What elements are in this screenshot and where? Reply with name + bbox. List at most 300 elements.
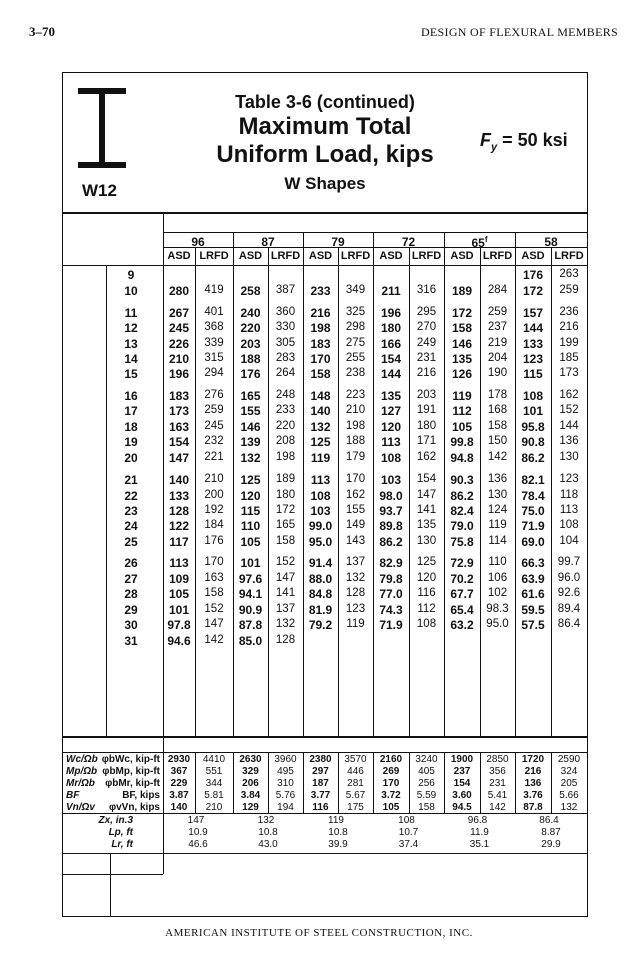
- span-value: 22: [124, 489, 138, 503]
- load-cell: 113: [169, 556, 189, 570]
- load-cell: 123: [345, 603, 366, 615]
- load-cell: 125: [416, 556, 437, 568]
- load-cell: 330: [275, 321, 296, 333]
- prop-label-lrfd: φvVn, kips: [108, 802, 160, 813]
- prop-cell: 3.77: [310, 790, 331, 801]
- load-cell: 305: [275, 337, 296, 349]
- load-cell: 219: [487, 337, 508, 349]
- load-cell: 176: [522, 268, 544, 282]
- load-cell: 168: [487, 404, 508, 416]
- load-cell: 162: [559, 389, 579, 401]
- prop-label-asd: Vn/Ωv: [66, 802, 95, 813]
- load-cell: 188: [240, 352, 261, 366]
- load-cell: 349: [345, 284, 366, 296]
- load-cell: 87.8: [238, 618, 263, 632]
- load-cell: 172: [451, 306, 473, 320]
- prop-cell: 446: [347, 766, 364, 777]
- load-cell: 99.0: [308, 519, 333, 533]
- prop-label-asd: BF: [66, 790, 80, 801]
- asd-col-header: ASD: [308, 250, 333, 262]
- load-cell: 170: [345, 473, 366, 485]
- prop-cell: 170: [382, 778, 400, 789]
- load-cell: 113: [310, 473, 331, 487]
- load-cell: 108: [380, 451, 402, 465]
- load-cell: 180: [275, 489, 296, 501]
- geo-cell: 132: [257, 815, 275, 826]
- shape-weight-72: 72: [401, 235, 416, 249]
- geo-label: Zx, in.3: [98, 815, 133, 826]
- span-value: 23: [124, 504, 138, 518]
- load-cell: 189: [451, 284, 473, 298]
- load-cell: 105: [451, 420, 473, 434]
- load-cell: 258: [240, 284, 261, 298]
- load-cell: 210: [345, 404, 366, 416]
- load-cell: 118: [559, 489, 579, 501]
- load-cell: 172: [522, 284, 544, 298]
- prop-cell: 136: [524, 778, 542, 789]
- load-cell: 133: [522, 337, 544, 351]
- load-cell: 84.8: [308, 587, 333, 601]
- load-cell: 86.2: [521, 451, 545, 465]
- geo-cell: 147: [187, 815, 205, 826]
- prop-cell: 3.87: [169, 790, 189, 801]
- load-cell: 95.0: [308, 535, 333, 549]
- load-cell: 115: [240, 504, 261, 518]
- load-cell: 82.1: [521, 473, 545, 487]
- load-cell: 79.8: [379, 572, 403, 586]
- load-cell: 173: [168, 404, 190, 418]
- span-value: 11: [124, 306, 138, 320]
- load-cell: 120: [240, 489, 261, 503]
- load-cell: 166: [380, 337, 402, 351]
- publisher-footer: AMERICAN INSTITUTE OF STEEL CONSTRUCTION, INC.: [165, 927, 473, 939]
- load-cell: 106: [487, 572, 508, 584]
- load-cell: 294: [204, 367, 224, 379]
- load-cell: 401: [204, 306, 224, 318]
- prop-cell: 187: [312, 778, 329, 789]
- load-cell: 137: [275, 603, 296, 615]
- load-cell: 419: [204, 284, 224, 296]
- load-cell: 119: [346, 618, 365, 630]
- load-cell: 136: [487, 473, 508, 485]
- load-cell: 264: [275, 367, 296, 379]
- load-cell: 360: [275, 306, 296, 318]
- rule-line: [62, 853, 587, 854]
- load-cell: 101: [168, 603, 190, 617]
- load-cell: 91.4: [308, 556, 333, 570]
- load-cell: 237: [487, 321, 508, 333]
- load-cell: 189: [275, 473, 296, 485]
- span-value: 24: [124, 519, 138, 533]
- i-beam-icon: [70, 86, 134, 170]
- load-cell: 315: [204, 352, 224, 364]
- load-cell: 179: [345, 451, 366, 463]
- load-cell: 72.9: [450, 556, 474, 570]
- prop-label-lrfd: φbWc, kip-ft: [101, 754, 160, 765]
- load-cell: 188: [345, 435, 366, 447]
- shape-badge: W12: [82, 181, 117, 200]
- load-cell: 180: [380, 321, 402, 335]
- load-cell: 71.9: [521, 519, 545, 533]
- load-cell: 180: [416, 420, 437, 432]
- load-cell: 216: [310, 306, 331, 320]
- prop-cell: 1900: [450, 754, 474, 765]
- prop-cell: 94.5: [452, 802, 472, 813]
- prop-cell: 231: [489, 778, 506, 789]
- load-cell: 221: [204, 451, 224, 463]
- load-cell: 196: [168, 367, 190, 381]
- load-cell: 176: [240, 367, 261, 381]
- load-cell: 170: [204, 556, 224, 568]
- load-cell: 295: [416, 306, 437, 318]
- load-cell: 211: [381, 284, 401, 298]
- load-cell: 135: [451, 352, 473, 366]
- load-cell: 172: [275, 504, 296, 516]
- load-cell: 82.4: [450, 504, 474, 518]
- load-cell: 125: [310, 435, 331, 449]
- load-cell: 90.9: [238, 603, 263, 617]
- load-cell: 63.9: [521, 572, 545, 586]
- prop-cell: 205: [560, 778, 578, 789]
- load-cell: 165: [275, 519, 296, 531]
- load-cell: 101: [240, 556, 261, 570]
- load-cell: 74.3: [379, 603, 403, 617]
- load-cell: 120: [416, 572, 437, 584]
- load-cell: 198: [345, 420, 366, 432]
- load-cell: 119: [452, 389, 472, 403]
- load-cell: 185: [559, 352, 579, 364]
- load-cell: 132: [310, 420, 331, 434]
- prop-label-lrfd: BF, kips: [122, 790, 160, 801]
- load-cell: 199: [559, 337, 579, 349]
- asd-col-header: ASD: [238, 250, 263, 262]
- load-cell: 141: [275, 587, 296, 599]
- span-value: 26: [124, 556, 138, 570]
- load-cell: 135: [380, 389, 402, 403]
- load-cell: 108: [310, 489, 331, 503]
- load-cell: 57.5: [521, 618, 545, 632]
- load-cell: 203: [240, 337, 261, 351]
- load-cell: 255: [345, 352, 366, 364]
- prop-cell: 3.72: [381, 790, 401, 801]
- prop-cell: 324: [560, 766, 578, 777]
- lrfd-col-header: LRFD: [340, 250, 371, 262]
- span-value: 31: [124, 634, 138, 648]
- load-cell: 78.4: [521, 489, 545, 503]
- load-cell: 154: [416, 473, 437, 485]
- load-cell: 141: [416, 504, 437, 516]
- prop-cell: 105: [382, 802, 400, 813]
- span-value: 17: [124, 404, 138, 418]
- prop-cell: 229: [170, 778, 188, 789]
- load-cell: 94.6: [167, 634, 191, 648]
- prop-cell: 237: [453, 766, 471, 777]
- prop-label-lrfd: φbMr, kip-ft: [105, 778, 160, 789]
- prop-cell: 367: [170, 766, 188, 777]
- load-cell: 85.0: [238, 634, 263, 648]
- prop-cell: 256: [418, 778, 435, 789]
- prop-cell: 3.84: [240, 790, 261, 801]
- load-cell: 158: [275, 535, 296, 547]
- load-cell: 65.4: [450, 603, 474, 617]
- load-cell: 63.2: [450, 618, 474, 632]
- prop-cell: 3240: [415, 754, 438, 765]
- load-cell: 67.7: [450, 587, 474, 601]
- load-cell: 184: [204, 519, 224, 531]
- load-cell: 122: [168, 519, 190, 533]
- prop-cell: 210: [205, 802, 223, 813]
- load-cell: 99.7: [557, 556, 581, 568]
- load-cell: 126: [451, 367, 473, 381]
- geo-cell: 8.87: [541, 827, 561, 838]
- load-cell: 210: [168, 352, 190, 366]
- load-cell: 248: [275, 389, 296, 401]
- load-cell: 128: [275, 634, 296, 646]
- load-cell: 137: [345, 556, 366, 568]
- load-cell: 142: [204, 634, 224, 646]
- load-cell: 259: [204, 404, 224, 416]
- prop-cell: 405: [418, 766, 435, 777]
- load-cell: 123: [559, 473, 579, 485]
- prop-cell: 158: [418, 802, 435, 813]
- load-cell: 147: [168, 451, 190, 465]
- load-cell: 75.0: [521, 504, 545, 518]
- load-cell: 132: [275, 618, 296, 630]
- lrfd-col-header: LRFD: [482, 250, 513, 262]
- geo-cell: 86.4: [539, 815, 559, 826]
- geo-cell: 37.4: [398, 839, 419, 850]
- load-cell: 140: [168, 473, 190, 487]
- load-cell: 158: [487, 420, 508, 432]
- load-cell: 147: [416, 489, 437, 501]
- load-cell: 152: [275, 556, 296, 568]
- geo-cell: 46.6: [188, 839, 208, 850]
- load-cell: 157: [522, 306, 544, 320]
- load-cell: 79.2: [308, 618, 333, 632]
- load-cell: 210: [204, 473, 224, 485]
- lrfd-col-header: LRFD: [199, 250, 229, 262]
- load-cell: 216: [559, 321, 579, 333]
- rule-line: [62, 736, 587, 738]
- load-cell: 144: [559, 420, 579, 432]
- load-cell: 200: [204, 489, 224, 501]
- prop-cell: 142: [489, 802, 506, 813]
- load-cell: 96.0: [557, 572, 581, 584]
- load-cell: 105: [168, 587, 190, 601]
- load-cell: 223: [345, 389, 366, 401]
- prop-cell: 551: [205, 766, 223, 777]
- load-cell: 61.6: [521, 587, 545, 601]
- span-value: 25: [124, 535, 138, 549]
- geo-cell: 43.0: [258, 839, 278, 850]
- load-cell: 109: [168, 572, 190, 586]
- geo-cell: 10.8: [328, 827, 348, 838]
- load-cell: 103: [380, 473, 402, 487]
- prop-cell: 269: [382, 766, 400, 777]
- load-cell: 86.4: [557, 618, 581, 630]
- load-cell: 142: [487, 451, 508, 463]
- load-cell: 132: [345, 572, 366, 584]
- load-cell: 116: [417, 587, 436, 599]
- load-cell: 176: [204, 535, 224, 547]
- geo-cell: 35.1: [469, 839, 490, 850]
- load-cell: 101: [522, 404, 544, 418]
- span-value: 20: [124, 451, 138, 465]
- prop-cell: 297: [312, 766, 329, 777]
- rule-line: [62, 752, 587, 753]
- load-cell: 86.2: [379, 535, 403, 549]
- load-cell: 98.0: [379, 489, 403, 503]
- load-cell: 259: [559, 284, 579, 296]
- shape-weight-58: 58: [544, 235, 558, 249]
- load-cell: 155: [345, 504, 366, 516]
- load-cell: 103: [310, 504, 331, 518]
- load-cell: 140: [310, 404, 331, 418]
- load-cell: 114: [488, 535, 507, 547]
- load-cell: 92.6: [557, 587, 581, 599]
- prop-cell: 2160: [379, 754, 403, 765]
- load-cell: 198: [275, 451, 296, 463]
- prop-cell: 3960: [274, 754, 297, 765]
- table-number: Table 3-6 (continued): [235, 92, 415, 112]
- load-cell: 191: [416, 404, 437, 416]
- load-cell: 75.8: [450, 535, 474, 549]
- load-cell: 123: [522, 352, 544, 366]
- load-cell: 149: [345, 519, 366, 531]
- geo-cell: 39.9: [328, 839, 348, 850]
- load-cell: 99.8: [450, 435, 474, 449]
- load-cell: 339: [204, 337, 224, 349]
- load-cell: 233: [275, 404, 296, 416]
- load-cell: 163: [168, 420, 190, 434]
- load-cell: 158: [451, 321, 473, 335]
- load-cell: 119: [488, 519, 507, 531]
- load-cell: 79.0: [450, 519, 474, 533]
- load-cell: 183: [168, 389, 190, 403]
- prop-cell: 3.76: [523, 790, 543, 801]
- load-cell: 113: [559, 504, 579, 516]
- load-cell: 110: [240, 519, 261, 533]
- prop-cell: 1720: [521, 754, 545, 765]
- load-cell: 71.9: [379, 618, 403, 632]
- prop-label-asd: Mr/Ωb: [66, 778, 95, 789]
- prop-cell: 2590: [557, 754, 581, 765]
- load-cell: 298: [345, 321, 366, 333]
- load-cell: 82.9: [379, 556, 403, 570]
- load-cell: 245: [204, 420, 224, 432]
- rule-line: [163, 813, 164, 874]
- span-value: 15: [124, 367, 138, 381]
- prop-cell: 495: [277, 766, 294, 777]
- load-cell: 94.1: [238, 587, 263, 601]
- load-cell: 150: [487, 435, 508, 447]
- load-cell: 233: [310, 284, 331, 298]
- load-cell: 275: [345, 337, 366, 349]
- span-value: 18: [124, 420, 138, 434]
- load-cell: 144: [380, 367, 402, 381]
- load-cell: 316: [416, 284, 437, 296]
- load-cell: 88.0: [308, 572, 333, 586]
- load-cell: 158: [310, 367, 331, 381]
- load-cell: 104: [559, 535, 579, 547]
- span-value: 29: [124, 603, 138, 617]
- load-cell: 226: [168, 337, 190, 351]
- prop-label-asd: Wc/Ωb: [66, 754, 98, 765]
- rule-line: [62, 813, 587, 814]
- load-cell: 69.0: [521, 535, 545, 549]
- rule-line: [62, 212, 587, 214]
- yield-strength: $F_y = 50$ ksi: [480, 130, 568, 154]
- span-value: 9: [127, 268, 135, 282]
- load-cell: 198: [310, 321, 331, 335]
- geo-cell: 96.8: [467, 815, 488, 826]
- span-value: 16: [124, 389, 138, 403]
- load-cell: 95.8: [521, 420, 545, 434]
- asd-col-header: ASD: [450, 250, 474, 262]
- load-cell: 110: [488, 556, 507, 568]
- prop-cell: 310: [277, 778, 294, 789]
- table-title-line2: Uniform Load, kips: [216, 141, 434, 168]
- load-cell: 232: [204, 435, 224, 447]
- load-cell: 130: [487, 489, 508, 501]
- prop-cell: 206: [242, 778, 259, 789]
- load-cell: 276: [204, 389, 224, 401]
- load-cell: 98.3: [486, 603, 509, 615]
- geo-cell: 119: [328, 815, 344, 826]
- prop-cell: 2630: [239, 754, 262, 765]
- load-cell: 155: [240, 404, 261, 418]
- load-cell: 132: [240, 451, 261, 465]
- load-cell: 59.5: [521, 603, 545, 617]
- load-cell: 102: [487, 587, 508, 599]
- load-cell: 108: [522, 389, 544, 403]
- span-value: 27: [124, 572, 138, 586]
- load-cell: 81.9: [308, 603, 333, 617]
- load-cell: 325: [345, 306, 366, 318]
- load-cell: 112: [452, 404, 472, 418]
- span-value: 21: [124, 473, 138, 487]
- geo-cell: 29.9: [541, 839, 561, 850]
- span-value: 28: [124, 587, 138, 601]
- geo-cell: 10.9: [188, 827, 208, 838]
- load-cell: 112: [417, 603, 436, 615]
- geo-cell: 108: [398, 815, 415, 826]
- load-cell: 70.2: [450, 572, 474, 586]
- load-cell: 144: [522, 321, 544, 335]
- load-cell: 284: [487, 284, 508, 296]
- prop-cell: 2850: [486, 754, 509, 765]
- prop-cell: 5.67: [345, 790, 366, 801]
- span-value: 12: [124, 321, 138, 335]
- rule-line: [62, 265, 587, 266]
- prop-cell: 87.8: [523, 802, 543, 813]
- load-cell: 135: [416, 519, 437, 531]
- load-cell: 163: [204, 572, 224, 584]
- load-cell: 190: [487, 367, 508, 379]
- load-cell: 125: [240, 473, 261, 487]
- load-cell: 90.3: [450, 473, 474, 487]
- load-cell: 158: [204, 587, 224, 599]
- geo-label: Lp, ft: [108, 827, 133, 838]
- load-cell: 127: [380, 404, 402, 418]
- load-cell: 130: [416, 535, 437, 547]
- load-cell: 178: [487, 389, 508, 401]
- table-subtitle: W Shapes: [284, 174, 366, 193]
- prop-cell: 5.76: [275, 790, 296, 801]
- prop-cell: 329: [242, 766, 259, 777]
- load-cell: 368: [204, 321, 224, 333]
- load-cell: 171: [416, 435, 437, 447]
